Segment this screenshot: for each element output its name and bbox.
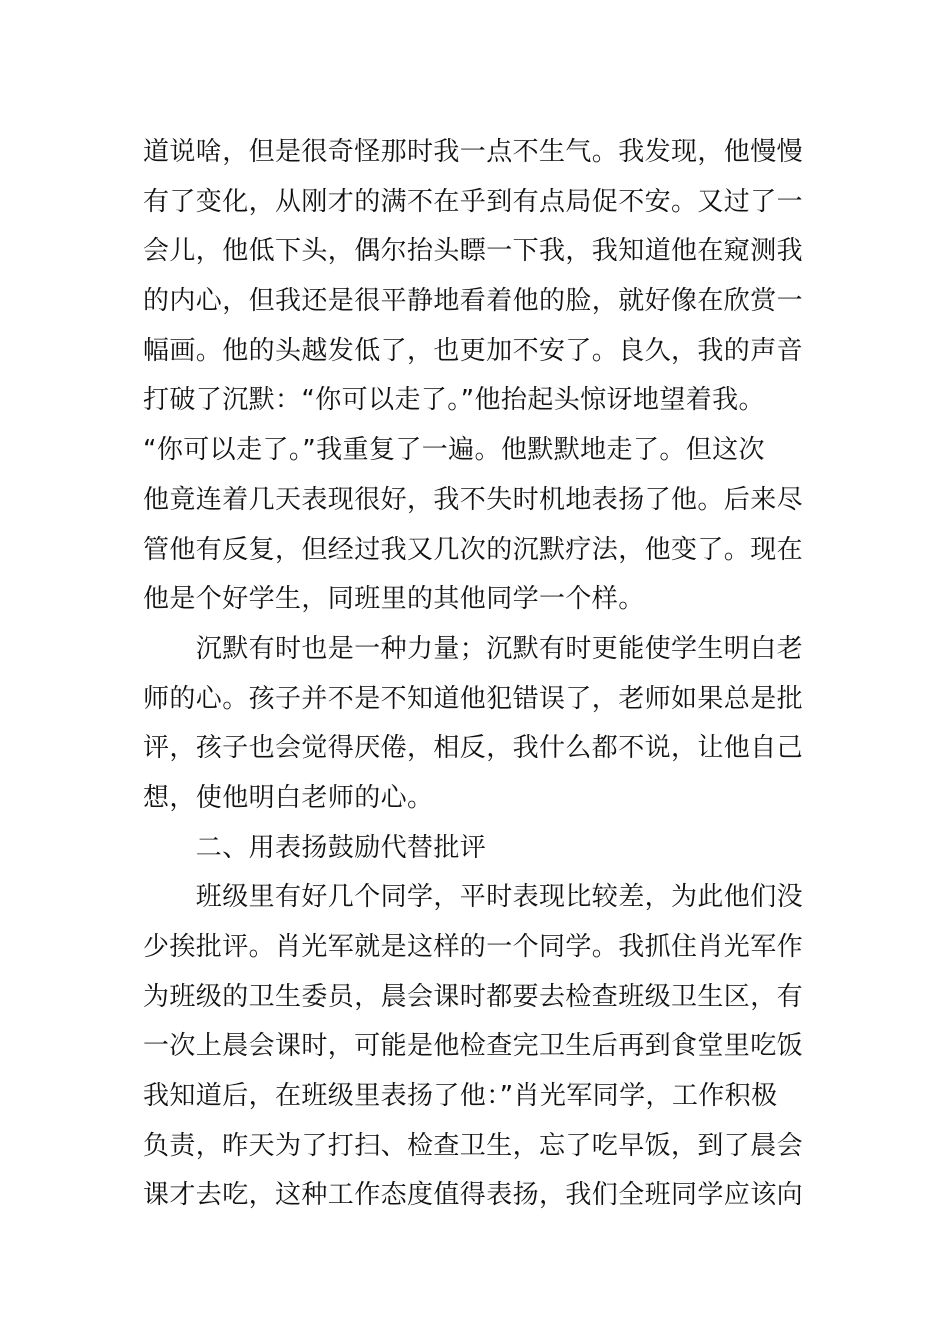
text-line: 师的心。孩子并不是不知道他犯错误了，老师如果总是批: [143, 683, 804, 714]
text-line: 他是个好学生，同班里的其他同学一个样。: [143, 584, 645, 615]
text-line: 有了变化，从刚才的满不在乎到有点局促不安。又过了一: [143, 186, 804, 217]
text-line: 为班级的卫生委员，晨会课时都要去检查班级卫生区，有: [143, 981, 804, 1012]
text-line: 一次上晨会课时，可能是他检查完卫生后再到食堂里吃饭: [143, 1031, 804, 1062]
text-line: 课才去吃，这种工作态度值得表扬，我们全班同学应该向: [143, 1180, 804, 1211]
text-line: 评，孩子也会觉得厌倦，相反，我什么都不说，让他自己: [143, 733, 804, 764]
text-line: 少挨批评。肖光军就是这样的一个同学。我抓住肖光军作: [143, 932, 804, 962]
text-line: 管他有反复，但经过我又几次的沉默疗法，他变了。现在: [143, 534, 804, 565]
body-text: [143, 128, 813, 1221]
text-line: 的内心，但我还是很平静地看着他的脸，就好像在欣赏一: [143, 286, 804, 317]
text-line: 负责，昨天为了打扫、检查卫生，忘了吃早饭，到了晨会: [143, 1130, 804, 1161]
text-line: 班级里有好几个同学，平时表现比较差，为此他们没: [143, 882, 804, 913]
text-line: “你可以走了。”我重复了一遍。他默默地走了。但这次: [143, 435, 765, 466]
text-line: 想，使他明白老师的心。: [143, 782, 434, 813]
section-heading: 二、用表扬鼓励代替批评: [143, 832, 487, 863]
text-line: 他竟连着几天表现很好，我不失时机地表扬了他。后来尽: [143, 484, 804, 515]
text-line: 会儿，他低下头，偶尔抬头瞟一下我，我知道他在窥测我: [143, 236, 804, 267]
text-line: 幅画。他的头越发低了，也更加不安了。良久，我的声音: [143, 335, 804, 366]
text-line: 沉默有时也是一种力量；沉默有时更能使学生明白老: [143, 633, 804, 664]
text-line: 道说啥，但是很奇怪那时我一点不生气。我发现，他慢慢: [143, 137, 804, 167]
text-line: 我知道后，在班级里表扬了他：”肖光军同学，工作积极: [143, 1081, 778, 1112]
text-line: 打破了沉默：“你可以走了。”他抬起头惊讶地望着我。: [143, 385, 765, 416]
